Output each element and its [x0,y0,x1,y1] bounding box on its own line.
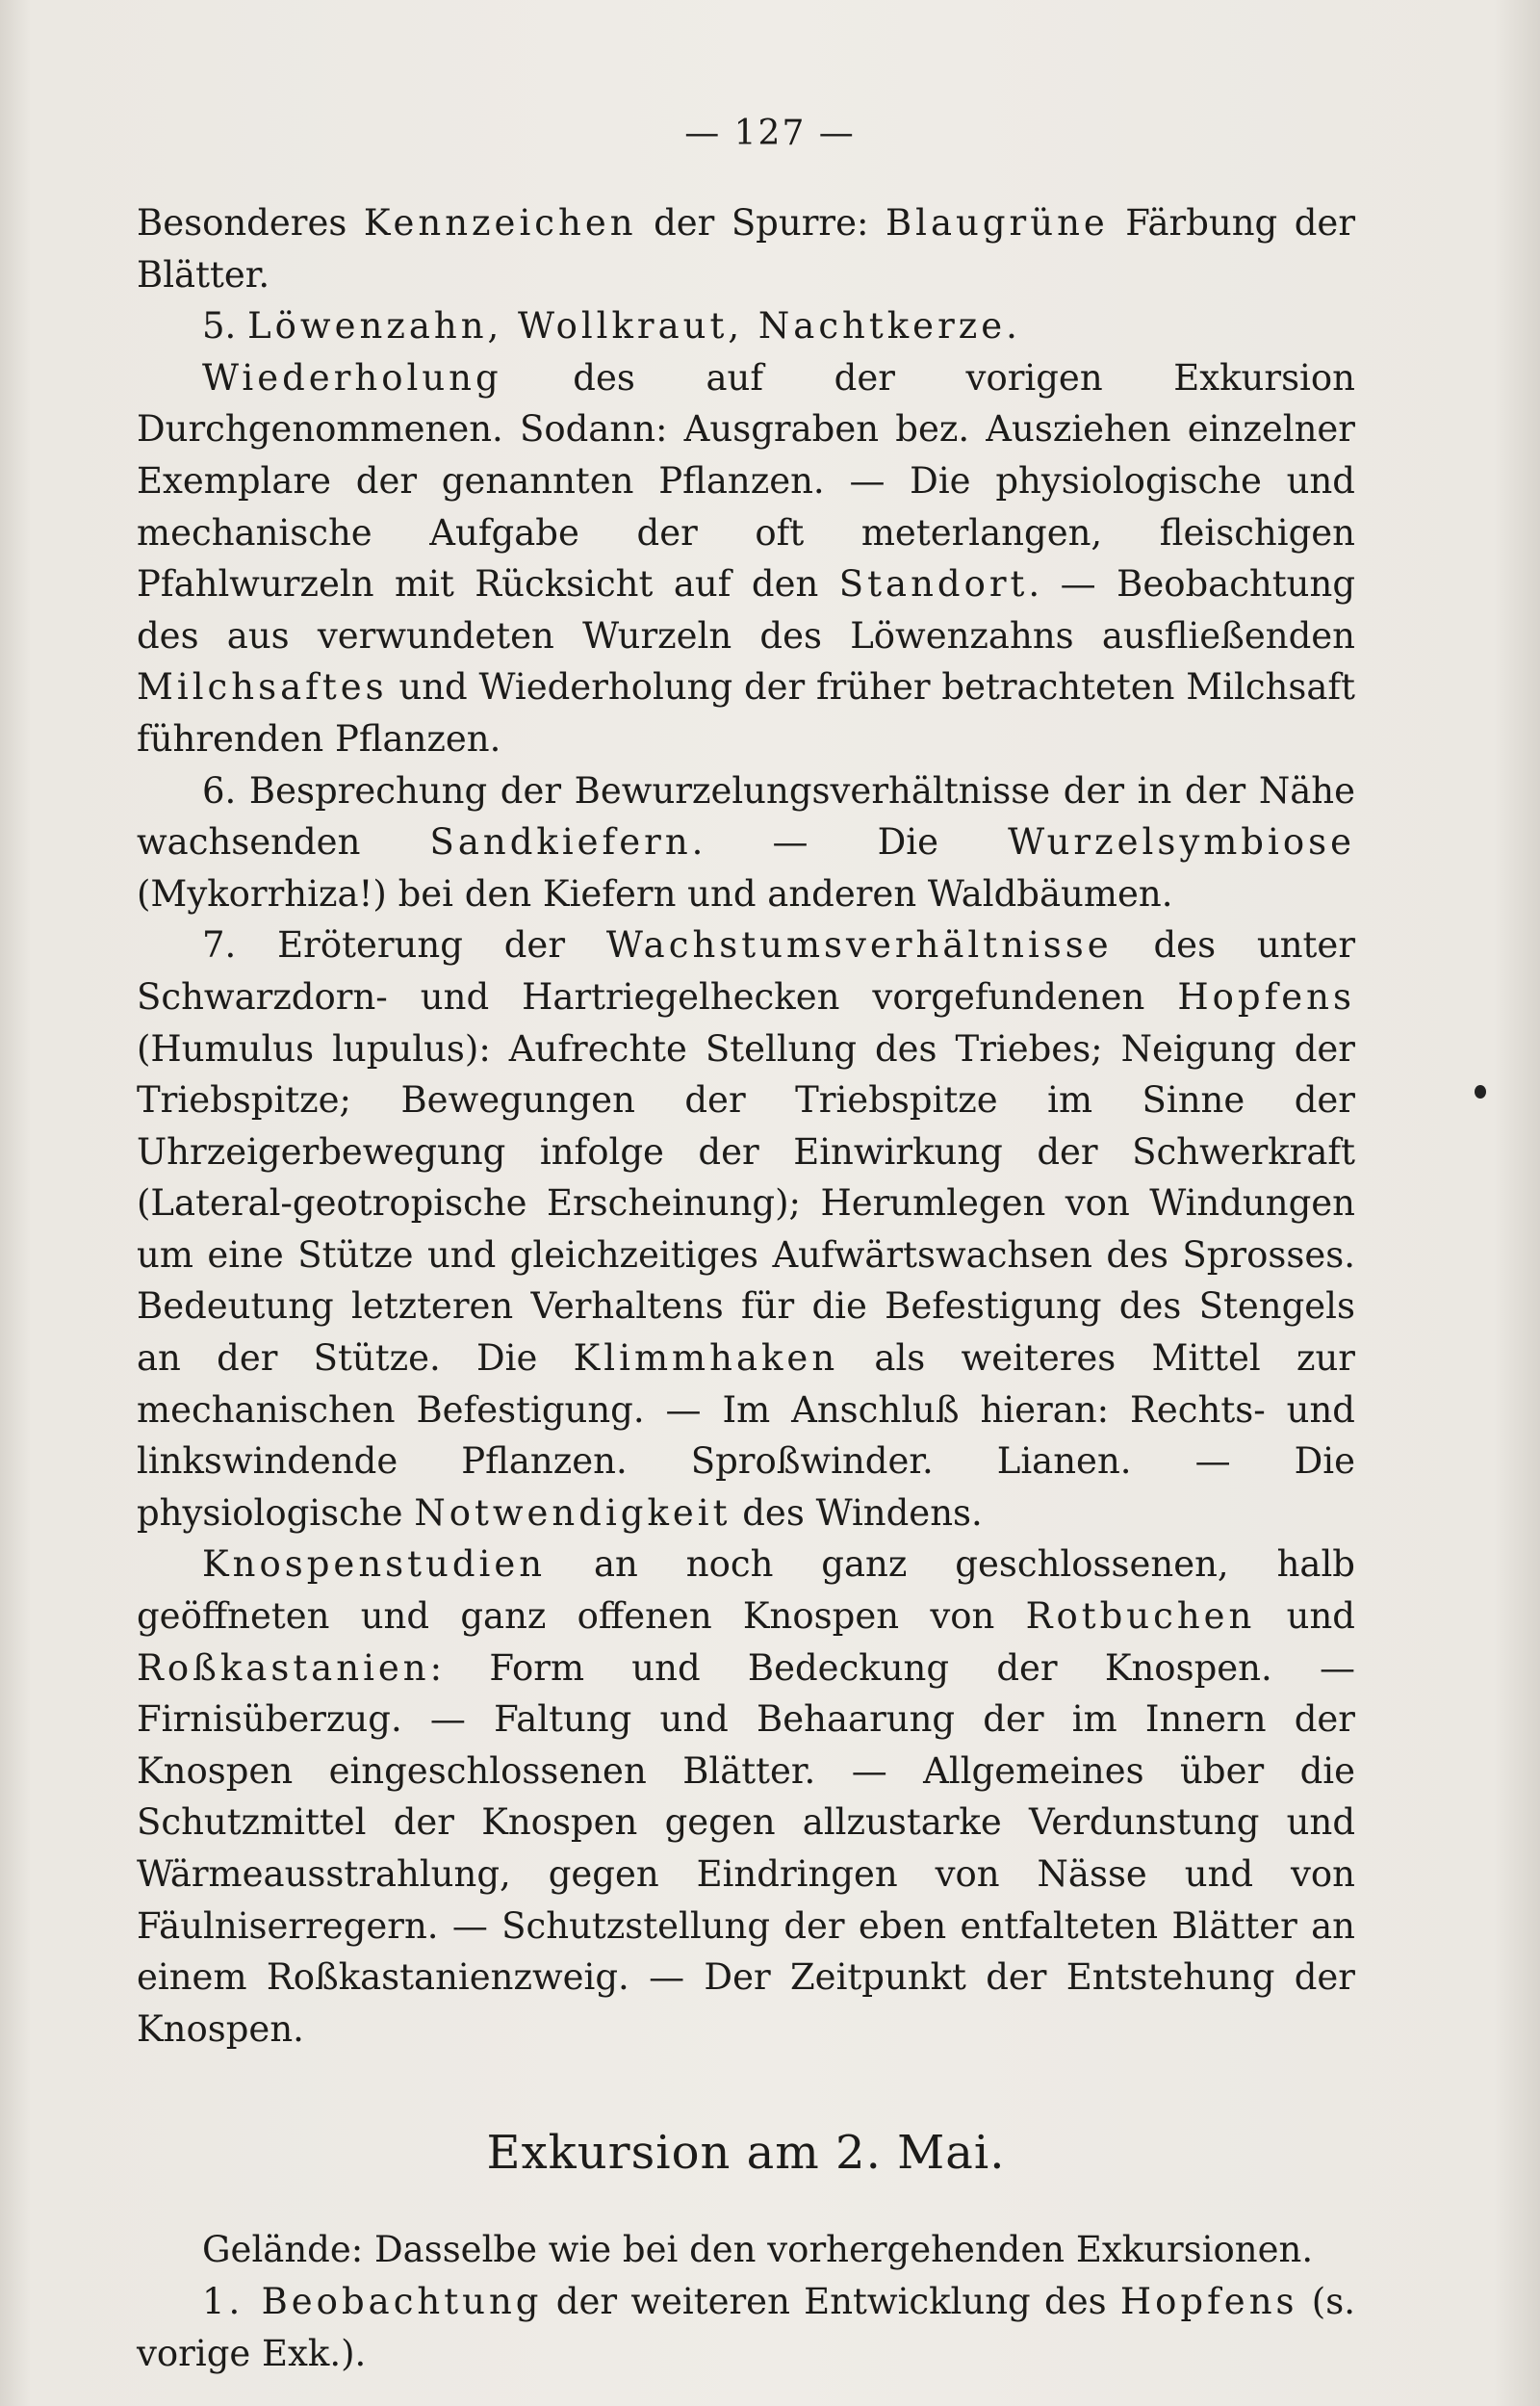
paragraph [137,765,1355,920]
spaced-emphasis-text: Blaugrüne [885,202,1109,244]
text-run: des unter Schwarzdorn- und Hartriegelhecken vorgefundenen [137,924,1356,1018]
text-run: (s. vorige Exk.). [137,2280,1355,2374]
spaced-emphasis-text: Löwenzahn, Wollkraut, Nachtkerze. [247,305,1021,348]
text-run: als weiteres Mittel zur mechanischen Befestigung. — Im Anschluß hieran: Rechts- und linkswindende Pflanzen. Sproßwinder. Lianen. — Die physiologische [137,1337,1355,1534]
spaced-emphasis-text: 1. Beobachtung [202,2280,543,2322]
scan-speck [1475,1085,1486,1099]
paragraph [137,2224,1355,2276]
text-run: der weiteren Entwicklung des [542,2280,1120,2322]
text-run: 7. Eröterung der [202,924,606,967]
text-run: des Windens. [731,1491,983,1534]
spaced-emphasis-text: Roßkastanien [137,1646,430,1689]
text-run: der Spurre: [636,202,886,244]
spaced-emphasis-text: Standort [838,563,1029,606]
spaced-emphasis-text: Rotbuchen [1025,1595,1256,1638]
paragraph-group-1 [137,197,1355,2055]
text-run: 6. Besprechung der Bewurzelungsverhältnisse der in der Nähe wachsenden [137,769,1355,864]
spaced-emphasis-text: Klimmhaken [573,1337,839,1380]
text-run: (Humulus lupulus): Aufrechte Stellung des Triebes; Neigung der Triebspitze; Bewegungen der Triebspitze im Sinne der Uhrzeigerbewegung infolge der Einwirkung der Schwerkraft (Lateral-geotropische Erscheinung); Herumlegen von Windungen um eine Stütze und gleichzeitiges Aufwärtswachsen des Sprosses. Bedeutung letzteren Verhaltens für die Befestigung des Stengels an der Stütze. Die [137,1027,1355,1380]
text-run: 5. [202,305,248,348]
text-run: des auf der vorigen Exkursion Durchgenommenen. Sodann: Ausgraben bez. Ausziehen einzelner Exemplare der genannten Pflanzen. — Die physiologische und mechanische Aufgabe der oft meterlangen, fleischigen Pfahlwurzeln mit Rücksicht auf den [137,356,1355,606]
text-run: und [1255,1595,1355,1638]
text-run: Gelände: Dasselbe wie bei den vorhergehenden Exkursionen. [202,2229,1314,2271]
text-run: an noch ganz geschlossenen, halb geöffneten und ganz offenen Knospen von [137,1543,1355,1638]
section-heading: Exkursion am 2. Mai. [486,2126,1006,2181]
paragraph [137,1539,1355,2055]
text-run: (Mykorrhiza!) bei den Kiefern und anderen Waldbäumen. [137,872,1173,915]
text-run: : Form und Bedeckung der Knospen. — Firnisüberzug. — Faltung und Behaarung der im Innern der Knospen eingeschlossenen Blätter. — Allgemeines über die Schutzmittel der Knospen gegen allzustarke Verdunstung und Wärmeausstrahlung, gegen Eindringen von Nässe und von Fäulniserregern. — Schutzstellung der eben entfalteten Blätter an einem Roßkastanienzweig. — Der Zeitpunkt der Entstehung der Knospen. [137,1646,1355,2050]
spaced-emphasis-text: Hopfens [1119,2280,1298,2322]
paragraph [137,300,1355,352]
paragraph [137,197,1355,300]
spaced-emphasis-text: Wachstumsverhältnisse [605,924,1113,967]
spaced-emphasis-text: Notwendigkeit [414,1491,732,1534]
text-run: . — Beobachtung des aus verwundeten Wurzeln des Löwenzahns ausfließenden [137,563,1356,657]
paragraph [137,352,1355,765]
paragraph [137,919,1355,1539]
spaced-emphasis-text: Wurzelsymbiose [1008,821,1355,864]
text-run: und Wiederholung der früher betrachteten Milchsaft führenden Pflanzen. [137,666,1355,760]
text-run: Besonderes [137,202,364,244]
spaced-emphasis-text: Wiederholung [202,356,502,399]
spaced-emphasis-text: Knospenstudien [202,1543,547,1586]
spaced-emphasis-text: Kennzeichen [363,202,637,244]
paragraph-group-2 [137,2224,1355,2379]
page-number: — 127 — [684,114,856,153]
spaced-emphasis-text: Sandkiefern [429,821,692,864]
text-run: Färbung der Blätter. [137,202,1356,296]
page-body [137,197,1355,2379]
paragraph [137,2276,1355,2379]
spaced-emphasis-text: Hopfens [1177,975,1355,1018]
text-run: . — Die [691,821,1009,864]
spaced-emphasis-text: Milchsaftes [137,666,388,709]
